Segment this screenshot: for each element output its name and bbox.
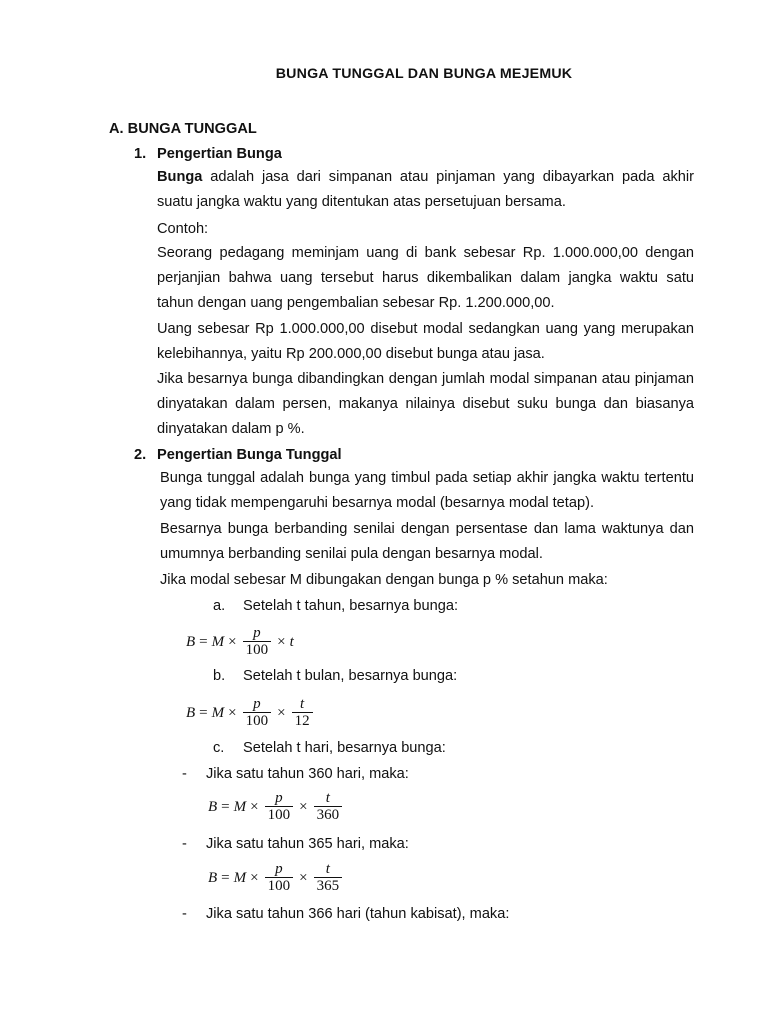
dash-bullet: - (182, 836, 187, 852)
numerator-p: p (253, 625, 261, 641)
equals-sign: = (221, 869, 230, 886)
var-b: B (208, 798, 218, 815)
fraction-p-over-100 (243, 626, 272, 658)
denominator-360: 360 (314, 806, 343, 823)
times-sign: × (250, 798, 259, 815)
numerator-t: t (299, 696, 305, 712)
formula-months (186, 697, 315, 729)
denominator-12: 12 (292, 712, 313, 729)
document-title: BUNGA TUNGGAL DAN BUNGA MEJEMUK (275, 66, 573, 82)
denominator-100: 100 (243, 641, 272, 658)
denominator-365: 365 (314, 877, 343, 894)
formula-days-360 (208, 791, 344, 823)
section-heading-a: A. BUNGA TUNGGAL (109, 121, 257, 137)
var-b: B (208, 869, 218, 886)
fraction-t-over-12 (292, 697, 313, 729)
item2-paragraph-3: Jika modal sebesar M dibungakan dengan bunga p % setahun maka: (160, 572, 608, 588)
times-sign: × (277, 704, 286, 721)
dash-bullet: - (182, 766, 187, 782)
times-sign: × (228, 633, 237, 650)
item2-number: 2. (134, 447, 147, 463)
case-a-text: Setelah t tahun, besarnya bunga: (243, 598, 459, 614)
equals-sign: = (221, 798, 230, 815)
definition-text: adalah jasa dari simpanan atau pinjaman yang dibayarkan pada akhir suatu jangka waktu yang ditentukan atas persetujuan bersama. (157, 169, 694, 211)
numerator-p: p (253, 696, 261, 712)
var-t: t (289, 633, 294, 650)
item1-paragraph-2: Uang sebesar Rp 1.000.000,00 disebut modal sedangkan uang yang merupakan kelebihannya, yaitu Rp 200.000,00 disebut bunga atau jasa. (157, 321, 694, 363)
equals-sign: = (199, 633, 208, 650)
times-sign: × (250, 869, 259, 886)
item2-paragraph-1: Bunga tunggal adalah bunga yang timbul pada setiap akhir jangka waktu tertentu yang tidak mempengaruhi besarnya modal (besarnya modal tetap). (160, 470, 694, 512)
var-m: M (211, 633, 225, 650)
numerator-p: p (275, 861, 283, 877)
case-b-text: Setelah t bulan, besarnya bunga: (243, 668, 458, 684)
var-b: B (186, 633, 196, 650)
item1-heading: Pengertian Bunga (157, 146, 282, 162)
case-a-label: a. (213, 598, 226, 614)
denominator-100: 100 (265, 877, 294, 894)
item2-paragraph-2: Besarnya bunga berbanding senilai dengan persentase dan lama waktunya dan umumnya berbanding senilai pula dengan besarnya modal. (160, 521, 694, 563)
denominator-100: 100 (243, 712, 272, 729)
fraction-p-over-100 (243, 697, 272, 729)
equals-sign: = (199, 704, 208, 721)
times-sign: × (299, 798, 308, 815)
item1-number: 1. (134, 146, 147, 162)
fraction-t-over-360 (314, 791, 343, 823)
times-sign: × (228, 704, 237, 721)
times-sign: × (277, 633, 286, 650)
fraction-t-over-365 (314, 862, 343, 894)
fraction-p-over-100 (265, 791, 294, 823)
contoh-label: Contoh: (157, 221, 209, 237)
fraction-p-over-100 (265, 862, 294, 894)
case-360-text: Jika satu tahun 360 hari, maka: (206, 766, 409, 782)
case-365-text: Jika satu tahun 365 hari, maka: (206, 836, 409, 852)
var-m: M (233, 869, 247, 886)
case-b-label: b. (213, 668, 226, 684)
bunga-definition (157, 165, 694, 215)
case-c-text: Setelah t hari, besarnya bunga: (243, 740, 446, 756)
item2-heading: Pengertian Bunga Tunggal (157, 447, 342, 463)
var-m: M (211, 704, 225, 721)
var-m: M (233, 798, 247, 815)
denominator-100: 100 (265, 806, 294, 823)
numerator-p: p (275, 790, 283, 806)
definition-term: Bunga (157, 169, 203, 185)
case-c-label: c. (213, 740, 225, 756)
item1-paragraph-1: Seorang pedagang meminjam uang di bank sebesar Rp. 1.000.000,00 dengan perjanjian bahwa uang tersebut harus dikembalikan dalam jangka waktu satu tahun dengan uang pengembalian sebesar Rp. 1.200.000,00. (157, 245, 694, 312)
times-sign: × (299, 869, 308, 886)
case-366-text: Jika satu tahun 366 hari (tahun kabisat), maka: (206, 906, 510, 922)
item1-paragraph-3: Jika besarnya bunga dibandingkan dengan jumlah modal simpanan atau pinjaman dinyatakan dalam persen, makanya nilainya disebut suku bunga dan biasanya dinyatakan dalam p %. (157, 371, 694, 438)
var-b: B (186, 704, 196, 721)
formula-days-365 (208, 862, 344, 894)
formula-years (186, 626, 294, 658)
numerator-t: t (325, 861, 330, 877)
dash-bullet: - (182, 906, 187, 922)
numerator-t: t (325, 790, 330, 806)
